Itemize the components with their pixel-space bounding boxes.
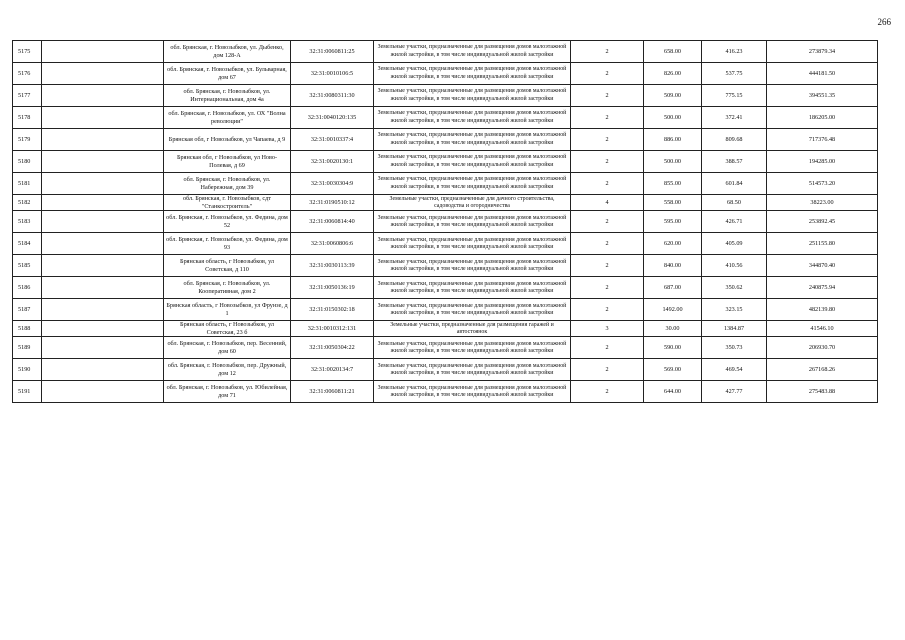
- cadastral-number-cell: 32:31:0030113:39: [291, 255, 374, 277]
- cadastral-number-cell: 32:31:0010312:131: [291, 321, 374, 337]
- specific-value-cell: 469.54: [702, 359, 767, 381]
- table-row: [13, 173, 878, 195]
- address-cell: обл. Брянская, г. Новозыбков, ул. Федина, дом 52: [164, 211, 291, 233]
- category-cell: 2: [571, 211, 644, 233]
- table-row: [13, 255, 878, 277]
- row-number: 5178: [13, 107, 42, 129]
- land-use-cell: Земельные участки, предназначенные для размещения домов малоэтажной жилой застройки, в том числе индивидуальной жилой застройки: [374, 107, 571, 129]
- address-cell: обл. Брянская, г. Новозыбков, ул. Бульварная, дом 67: [164, 63, 291, 85]
- table-row: [13, 195, 878, 211]
- cadastral-value-cell: 41546.10: [767, 321, 878, 337]
- area-cell: 500.00: [644, 107, 702, 129]
- row-number: 5177: [13, 85, 42, 107]
- address-cell: обл. Брянская, г. Новозыбков, ул. ОХ "Волна революции": [164, 107, 291, 129]
- area-cell: 590.00: [644, 337, 702, 359]
- empty-cell: [42, 211, 164, 233]
- row-number: 5191: [13, 381, 42, 403]
- land-use-cell: Земельные участки, предназначенные для размещения домов малоэтажной жилой застройки, в том числе индивидуальной жилой застройки: [374, 151, 571, 173]
- area-cell: 30.00: [644, 321, 702, 337]
- row-number: 5189: [13, 337, 42, 359]
- cadastral-number-cell: 32:31:0050136:19: [291, 277, 374, 299]
- cadastral-number-cell: 32:31:0150302:18: [291, 299, 374, 321]
- empty-cell: [42, 85, 164, 107]
- table-row: [13, 41, 878, 63]
- table-row: [13, 107, 878, 129]
- address-cell: Брянская область, г Новозыбков, ул Советская, д 110: [164, 255, 291, 277]
- empty-cell: [42, 321, 164, 337]
- cadastral-number-cell: 32:31:0020134:7: [291, 359, 374, 381]
- land-use-cell: Земельные участки, предназначенные для размещения домов малоэтажной жилой застройки, в том числе индивидуальной жилой застройки: [374, 337, 571, 359]
- category-cell: 2: [571, 129, 644, 151]
- address-cell: обл. Брянская, г. Новозыбков, пер. Дружный, дом 12: [164, 359, 291, 381]
- land-use-cell: Земельные участки, предназначенные для размещения домов малоэтажной жилой застройки, в том числе индивидуальной жилой застройки: [374, 211, 571, 233]
- address-cell: обл. Брянская, г. Новозыбков, ул. Федина, дом 93: [164, 233, 291, 255]
- category-cell: 2: [571, 299, 644, 321]
- category-cell: 2: [571, 359, 644, 381]
- address-cell: обл. Брянская, г. Новозыбков, ул. Набережная, дом 39: [164, 173, 291, 195]
- cadastral-number-cell: 32:31:0030304:9: [291, 173, 374, 195]
- empty-cell: [42, 255, 164, 277]
- category-cell: 3: [571, 321, 644, 337]
- area-cell: 644.00: [644, 381, 702, 403]
- empty-cell: [42, 107, 164, 129]
- table-row: [13, 337, 878, 359]
- row-number: 5185: [13, 255, 42, 277]
- cadastral-value-cell: 186205.00: [767, 107, 878, 129]
- cadastral-value-cell: 444181.50: [767, 63, 878, 85]
- area-cell: 687.00: [644, 277, 702, 299]
- address-cell: обл. Брянская, г. Новозыбков, ул. Кооперативная, дом 2: [164, 277, 291, 299]
- table-row: [13, 277, 878, 299]
- land-use-cell: Земельные участки, предназначенные для дачного строительства, садоводства и огородничества: [374, 195, 571, 211]
- specific-value-cell: 1384.87: [702, 321, 767, 337]
- cadastral-value-cell: 514573.20: [767, 173, 878, 195]
- cadastral-value-cell: 394551.35: [767, 85, 878, 107]
- category-cell: 2: [571, 381, 644, 403]
- specific-value-cell: 410.56: [702, 255, 767, 277]
- category-cell: 2: [571, 85, 644, 107]
- area-cell: 500.00: [644, 151, 702, 173]
- area-cell: 855.00: [644, 173, 702, 195]
- row-number: 5188: [13, 321, 42, 337]
- address-cell: Брянская обл, г Новозыбков, ул Ново-Полевая, д 69: [164, 151, 291, 173]
- table-row: [13, 63, 878, 85]
- area-cell: 826.00: [644, 63, 702, 85]
- table-row: [13, 151, 878, 173]
- specific-value-cell: 416.23: [702, 41, 767, 63]
- cadastral-value-cell: 273879.34: [767, 41, 878, 63]
- cadastral-value-cell: 194285.00: [767, 151, 878, 173]
- area-cell: 509.00: [644, 85, 702, 107]
- specific-value-cell: 601.84: [702, 173, 767, 195]
- address-cell: Брянская область, г Новозыбков, ул Советская, 23 б: [164, 321, 291, 337]
- table-row: [13, 233, 878, 255]
- table-row: [13, 211, 878, 233]
- row-number: 5179: [13, 129, 42, 151]
- row-number: 5187: [13, 299, 42, 321]
- empty-cell: [42, 381, 164, 403]
- empty-cell: [42, 129, 164, 151]
- table-row: [13, 359, 878, 381]
- row-number: 5190: [13, 359, 42, 381]
- empty-cell: [42, 299, 164, 321]
- specific-value-cell: 68.50: [702, 195, 767, 211]
- land-use-cell: Земельные участки, предназначенные для размещения домов малоэтажной жилой застройки, в том числе индивидуальной жилой застройки: [374, 381, 571, 403]
- specific-value-cell: 775.15: [702, 85, 767, 107]
- category-cell: 2: [571, 337, 644, 359]
- empty-cell: [42, 151, 164, 173]
- area-cell: 558.00: [644, 195, 702, 211]
- row-number: 5182: [13, 195, 42, 211]
- row-number: 5176: [13, 63, 42, 85]
- specific-value-cell: 350.62: [702, 277, 767, 299]
- cadastral-number-cell: 32:31:0010106:5: [291, 63, 374, 85]
- table-row: [13, 129, 878, 151]
- address-cell: обл. Брянская, г. Новозыбков, ул. Юбилейная, дом 71: [164, 381, 291, 403]
- specific-value-cell: 323.15: [702, 299, 767, 321]
- cadastral-number-cell: 32:31:0060811:21: [291, 381, 374, 403]
- land-use-cell: Земельные участки, предназначенные для размещения домов малоэтажной жилой застройки, в том числе индивидуальной жилой застройки: [374, 63, 571, 85]
- cadastral-value-cell: 206930.70: [767, 337, 878, 359]
- page-number: 266: [877, 17, 891, 27]
- empty-cell: [42, 337, 164, 359]
- land-use-cell: Земельные участки, предназначенные для размещения домов малоэтажной жилой застройки, в том числе индивидуальной жилой застройки: [374, 359, 571, 381]
- row-number: 5181: [13, 173, 42, 195]
- cadastral-value-table: [12, 40, 878, 403]
- specific-value-cell: 427.77: [702, 381, 767, 403]
- area-cell: 595.00: [644, 211, 702, 233]
- cadastral-value-cell: 717376.48: [767, 129, 878, 151]
- cadastral-value-cell: 275483.88: [767, 381, 878, 403]
- category-cell: 2: [571, 233, 644, 255]
- empty-cell: [42, 63, 164, 85]
- area-cell: 886.00: [644, 129, 702, 151]
- specific-value-cell: 372.41: [702, 107, 767, 129]
- land-use-cell: Земельные участки, предназначенные для размещения домов малоэтажной жилой застройки, в том числе индивидуальной жилой застройки: [374, 173, 571, 195]
- address-cell: обл. Брянская, г. Новозыбков, ул. Дыбенко, дом 128-А: [164, 41, 291, 63]
- address-cell: обл. Брянская, г. Новозыбков, ул. Интернациональная, дом 4а: [164, 85, 291, 107]
- cadastral-value-cell: 240875.94: [767, 277, 878, 299]
- specific-value-cell: 388.57: [702, 151, 767, 173]
- specific-value-cell: 809.68: [702, 129, 767, 151]
- empty-cell: [42, 195, 164, 211]
- land-use-cell: Земельные участки, предназначенные для размещения домов малоэтажной жилой застройки, в том числе индивидуальной жилой застройки: [374, 255, 571, 277]
- category-cell: 2: [571, 255, 644, 277]
- cadastral-number-cell: 32:31:0050304:22: [291, 337, 374, 359]
- land-use-cell: Земельные участки, предназначенные для размещения гаражей и автостоянок: [374, 321, 571, 337]
- specific-value-cell: 350.73: [702, 337, 767, 359]
- category-cell: 2: [571, 173, 644, 195]
- land-use-cell: Земельные участки, предназначенные для размещения домов малоэтажной жилой застройки, в том числе индивидуальной жилой застройки: [374, 277, 571, 299]
- specific-value-cell: 426.71: [702, 211, 767, 233]
- category-cell: 2: [571, 151, 644, 173]
- category-cell: 2: [571, 41, 644, 63]
- row-number: 5186: [13, 277, 42, 299]
- empty-cell: [42, 173, 164, 195]
- address-cell: обл. Брянская, г. Новозыбков, пер. Весенний, дом 60: [164, 337, 291, 359]
- land-use-cell: Земельные участки, предназначенные для размещения домов малоэтажной жилой застройки, в том числе индивидуальной жилой застройки: [374, 129, 571, 151]
- table-row: [13, 299, 878, 321]
- land-use-cell: Земельные участки, предназначенные для размещения домов малоэтажной жилой застройки, в том числе индивидуальной жилой застройки: [374, 41, 571, 63]
- land-use-cell: Земельные участки, предназначенные для размещения домов малоэтажной жилой застройки, в том числе индивидуальной жилой застройки: [374, 85, 571, 107]
- area-cell: 1492.00: [644, 299, 702, 321]
- table-body: [13, 41, 878, 403]
- table-row: [13, 321, 878, 337]
- cadastral-number-cell: 32:31:0020130:1: [291, 151, 374, 173]
- empty-cell: [42, 359, 164, 381]
- cadastral-value-cell: 38223.00: [767, 195, 878, 211]
- table-row: [13, 381, 878, 403]
- row-number: 5175: [13, 41, 42, 63]
- specific-value-cell: 537.75: [702, 63, 767, 85]
- category-cell: 2: [571, 63, 644, 85]
- table-row: [13, 85, 878, 107]
- row-number: 5184: [13, 233, 42, 255]
- area-cell: 620.00: [644, 233, 702, 255]
- category-cell: 2: [571, 107, 644, 129]
- empty-cell: [42, 277, 164, 299]
- address-cell: обл. Брянская, г. Новозыбков, сдт "Станкостроитель": [164, 195, 291, 211]
- land-use-cell: Земельные участки, предназначенные для размещения домов малоэтажной жилой застройки, в том числе индивидуальной жилой застройки: [374, 299, 571, 321]
- empty-cell: [42, 233, 164, 255]
- cadastral-value-cell: 251155.80: [767, 233, 878, 255]
- land-use-cell: Земельные участки, предназначенные для размещения домов малоэтажной жилой застройки, в том числе индивидуальной жилой застройки: [374, 233, 571, 255]
- row-number: 5180: [13, 151, 42, 173]
- address-cell: Брянская область, г Новозыбков, ул Фрунзе, д 1: [164, 299, 291, 321]
- category-cell: 2: [571, 277, 644, 299]
- cadastral-value-cell: 253892.45: [767, 211, 878, 233]
- cadastral-value-cell: 267168.26: [767, 359, 878, 381]
- specific-value-cell: 405.09: [702, 233, 767, 255]
- cadastral-number-cell: 32:31:0060814:40: [291, 211, 374, 233]
- cadastral-number-cell: 32:31:0190510:12: [291, 195, 374, 211]
- cadastral-number-cell: 32:31:0060811:25: [291, 41, 374, 63]
- area-cell: 658.00: [644, 41, 702, 63]
- empty-cell: [42, 41, 164, 63]
- area-cell: 569.00: [644, 359, 702, 381]
- cadastral-number-cell: 32:31:0010337:4: [291, 129, 374, 151]
- address-cell: Брянская обл, г Новозыбков, ул Чапаева, д 9: [164, 129, 291, 151]
- area-cell: 840.00: [644, 255, 702, 277]
- cadastral-number-cell: 32:31:0060806:6: [291, 233, 374, 255]
- cadastral-value-cell: 344870.40: [767, 255, 878, 277]
- cadastral-number-cell: 32:31:0040120:135: [291, 107, 374, 129]
- row-number: 5183: [13, 211, 42, 233]
- category-cell: 4: [571, 195, 644, 211]
- cadastral-value-cell: 482139.80: [767, 299, 878, 321]
- cadastral-number-cell: 32:31:0080311:30: [291, 85, 374, 107]
